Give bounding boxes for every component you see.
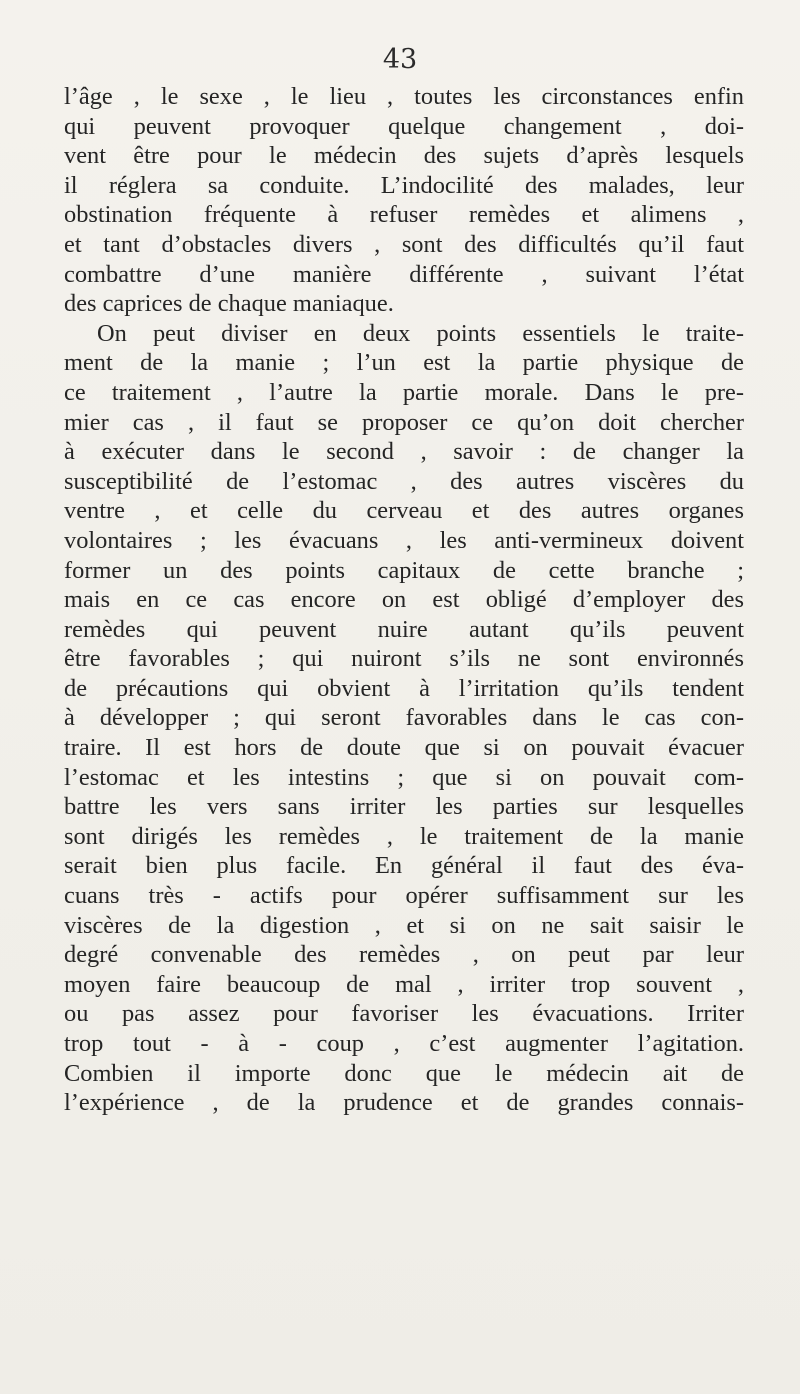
text-line: serait bien plus facile. En général il faut des éva- [64,852,744,880]
text-line: combattre d’une manière différente , suivant l’état [64,260,744,288]
text-line: moyen faire beaucoup de mal , irriter trop souvent , [64,970,744,998]
text-line: viscères de la digestion , et si on ne sait saisir le [64,911,744,939]
text-line: obstination fréquente à refuser remèdes et alimens , [64,201,744,229]
text-line: remèdes qui peuvent nuire autant qu’ils peuvent [64,615,744,643]
text-line: ce traitement , l’autre la partie morale. Dans le pre- [64,378,744,406]
text-line: être favorables ; qui nuiront s’ils ne sont environnés [64,645,744,673]
text-line: de précautions qui obvient à l’irritation qu’ils tendent [64,674,744,702]
text-line: ment de la manie ; l’un est la partie physique de [64,349,744,377]
text-line: mier cas , il faut se proposer ce qu’on doit chercher [64,408,744,436]
paragraph-start-line: On peut diviser en deux points essentiels le traite- [97,319,744,347]
text-line: mais en ce cas encore on est obligé d’employer des [64,586,744,614]
text-line: et tant d’obstacles divers , sont des difficultés qu’il faut [64,230,744,258]
text-line: volontaires ; les évacuans , les anti-vermineux doivent [64,526,744,554]
text-line: Combien il importe donc que le médecin ait de [64,1059,744,1087]
text-line: cuans très - actifs pour opérer suffisamment sur les [64,882,744,910]
text-line: à exécuter dans le second , savoir : de changer la [64,438,744,466]
text-line: l’âge , le sexe , le lieu , toutes les circonstances enfin [64,83,744,110]
text-line: qui peuvent provoquer quelque changement , doi- [64,112,744,140]
text-line: des caprices de chaque maniaque. [64,290,394,318]
text-line: ventre , et celle du cerveau et des autres organes [64,497,744,525]
text-line: trop tout - à - coup , c’est augmenter l’agitation. [64,1030,744,1057]
text-line: sont dirigés les remèdes , le traitement de la manie [64,822,744,850]
text-line: il réglera sa conduite. L’indocilité des malades, leur [64,171,744,199]
text-line: ou pas assez pour favoriser les évacuations. Irriter [64,1000,744,1028]
text-line: battre les vers sans irriter les parties sur lesquelles [64,793,744,821]
text-line: susceptibilité de l’estomac , des autres viscères du [64,467,744,495]
body-text [64,82,744,1118]
page-number: 43 [382,44,418,75]
text-line: traire. Il est hors de doute que si on pouvait évacuer [64,734,744,762]
text-line: vent être pour le médecin des sujets d’après lesquels [64,142,744,170]
text-line: former un des points capitaux de cette branche ; [64,556,744,584]
text-line: l’estomac et les intestins ; que si on pouvait com- [64,763,744,791]
text-line: à développer ; qui seront favorables dans le cas con- [64,704,744,732]
text-line: degré convenable des remèdes , on peut par leur [64,941,744,969]
text-line: l’expérience , de la prudence et de grandes connais- [64,1089,744,1117]
